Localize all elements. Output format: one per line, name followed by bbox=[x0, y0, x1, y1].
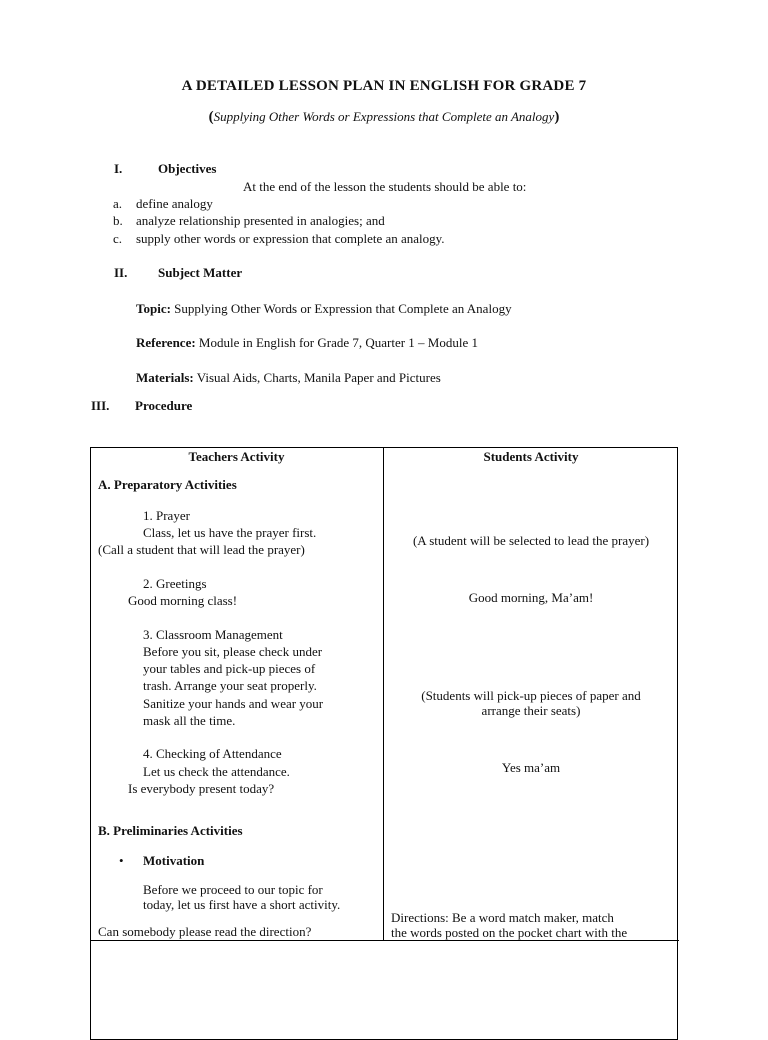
topic-value: Supplying Other Words or Expression that Complete an Analogy bbox=[174, 301, 512, 316]
objective-letter-c: c. bbox=[113, 231, 123, 246]
procedure-heading: Procedure bbox=[135, 398, 193, 413]
motivation-line-2: today, let us first have a short activity. bbox=[143, 897, 341, 912]
attendance-title: 4. Checking of Attendance bbox=[143, 746, 282, 761]
attendance-student-response: Yes ma’am bbox=[501, 760, 561, 775]
motivation-heading: Motivation bbox=[143, 853, 205, 868]
classroom-management-line: Before you sit, please check under bbox=[143, 644, 323, 659]
objective-item-c: supply other words or expression that complete an analogy. bbox=[136, 231, 445, 246]
subtitle-open-paren: ( bbox=[208, 109, 214, 125]
directions-line-2: the words posted on the pocket chart with the bbox=[391, 925, 628, 940]
greetings-line: Good morning class! bbox=[128, 593, 238, 608]
document-subtitle bbox=[0, 109, 768, 126]
preparatory-activities-heading: A. Preparatory Activities bbox=[98, 477, 237, 492]
objectives-numeral: I. bbox=[114, 161, 123, 176]
classroom-management-student-line: (Students will pick-up pieces of paper and bbox=[421, 688, 641, 703]
classroom-management-student-line: arrange their seats) bbox=[481, 703, 581, 718]
subtitle-text: Supplying Other Words or Expressions that Complete an Analogy bbox=[213, 109, 555, 124]
subtitle-close-paren: ) bbox=[554, 109, 560, 125]
topic-line bbox=[136, 301, 512, 317]
prayer-title: 1. Prayer bbox=[143, 508, 190, 523]
subject-matter-numeral: II. bbox=[114, 265, 128, 280]
classroom-management-line: mask all the time. bbox=[143, 713, 236, 728]
objective-letter-a: a. bbox=[113, 196, 123, 211]
topic-label: Topic: bbox=[136, 301, 171, 316]
subject-matter-heading: Subject Matter bbox=[158, 265, 243, 280]
materials-label: Materials: bbox=[136, 370, 194, 385]
directions-line-1: Directions: Be a word match maker, match bbox=[391, 910, 614, 925]
greetings-student-response: Good morning, Ma’am! bbox=[468, 590, 594, 605]
prayer-line-2: (Call a student that will lead the prayer) bbox=[98, 542, 305, 557]
materials-line bbox=[136, 370, 441, 386]
classroom-management-title: 3. Classroom Management bbox=[143, 627, 283, 642]
motivation-line-1: Before we proceed to our topic for bbox=[143, 882, 323, 897]
reference-label: Reference: bbox=[136, 335, 196, 350]
classroom-management-line: trash. Arrange your seat properly. bbox=[143, 678, 317, 693]
students-activity-header: Students Activity bbox=[483, 449, 579, 464]
teachers-activity-header: Teachers Activity bbox=[188, 449, 285, 464]
greetings-title: 2. Greetings bbox=[143, 576, 207, 591]
materials-value: Visual Aids, Charts, Manila Paper and Pictures bbox=[196, 370, 441, 385]
attendance-line-2: Is everybody present today? bbox=[128, 781, 275, 796]
reference-line bbox=[136, 335, 478, 351]
classroom-management-line: your tables and pick-up pieces of bbox=[143, 661, 316, 676]
motivation-bullet: • bbox=[119, 853, 124, 868]
classroom-management-line: Sanitize your hands and wear your bbox=[143, 696, 324, 711]
prayer-student-response: (A student will be selected to lead the prayer) bbox=[412, 533, 650, 548]
attendance-line-1: Let us check the attendance. bbox=[143, 764, 290, 779]
objective-letter-b: b. bbox=[113, 213, 123, 228]
objective-item-b: analyze relationship presented in analogies; and bbox=[136, 213, 385, 228]
preliminaries-activities-heading: B. Preliminaries Activities bbox=[98, 823, 243, 838]
prayer-line-1: Class, let us have the prayer first. bbox=[143, 525, 317, 540]
procedure-numeral: III. bbox=[91, 398, 110, 413]
document-title: A DETAILED LESSON PLAN IN ENGLISH FOR GRADE 7 bbox=[181, 78, 587, 94]
reference-value: Module in English for Grade 7, Quarter 1 – Module 1 bbox=[198, 335, 479, 350]
motivation-line-3: Can somebody please read the direction? bbox=[98, 924, 312, 939]
objective-item-a: define analogy bbox=[136, 196, 213, 211]
objectives-heading: Objectives bbox=[158, 161, 217, 176]
objectives-intro: At the end of the lesson the students should be able to: bbox=[243, 179, 527, 194]
